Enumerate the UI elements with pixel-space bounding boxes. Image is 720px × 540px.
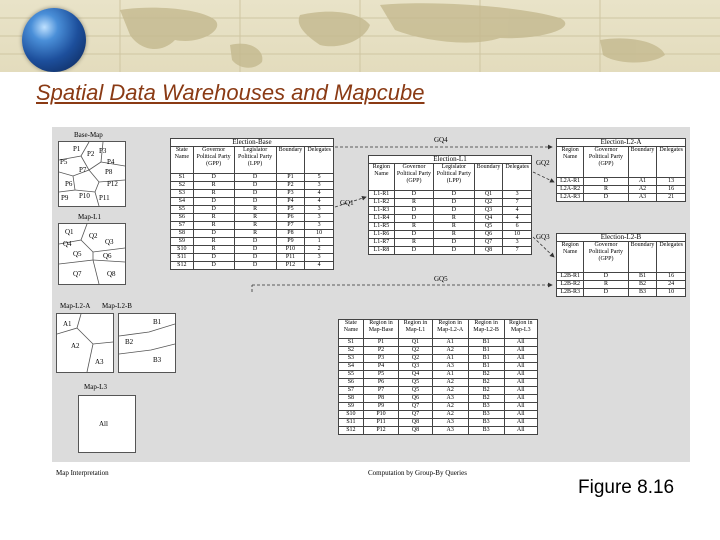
map-l2a-label: Map-L2-A (60, 302, 91, 310)
table-cell: R (234, 230, 276, 238)
table-cell: Q6 (399, 395, 432, 403)
table-cell: R (193, 182, 234, 190)
header-delegates: Delegates (657, 242, 686, 273)
table-cell: D (193, 254, 234, 262)
table-cell: A2 (432, 379, 468, 387)
l1-cell-q2: Q2 (89, 232, 98, 240)
mapcube-figure (52, 127, 690, 477)
table-cell: B2 (628, 281, 657, 289)
table-cell: S6 (339, 379, 364, 387)
table-cell: A1 (432, 371, 468, 379)
header-region-name: Region Name (557, 242, 584, 273)
table-cell: R (234, 206, 276, 214)
table-cell: Q5 (399, 387, 432, 395)
table-cell: S4 (339, 363, 364, 371)
table-cell: P11 (363, 419, 398, 427)
table-cell: D (193, 174, 234, 182)
election-l2a-caption: Election-L2-A (557, 139, 686, 147)
table-cell: P2 (276, 182, 305, 190)
table-cell: Q7 (399, 403, 432, 411)
table-cell: Q8 (399, 427, 432, 435)
table-cell: S5 (171, 206, 194, 214)
table-cell: S8 (339, 395, 364, 403)
table-cell: D (234, 262, 276, 270)
l1-cell-q4: Q4 (63, 240, 72, 248)
l2b-cell-b2: B2 (125, 338, 134, 346)
table-cell: S3 (339, 355, 364, 363)
table-cell: 3 (305, 222, 334, 230)
base-cell-p11: P11 (99, 194, 110, 202)
l2a-cell-a1: A1 (63, 320, 72, 328)
l2a-cell-a2: A2 (71, 342, 80, 350)
table-cell: 5 (305, 174, 334, 182)
table-cell: L1-R2 (369, 199, 395, 207)
table-cell: A3 (432, 395, 468, 403)
table-cell: D (193, 230, 234, 238)
header-map-l2b: Region in Map-L2-B (468, 320, 504, 339)
table-cell: S7 (339, 387, 364, 395)
base-cell-p4: P4 (107, 158, 115, 166)
table-cell: R (394, 199, 433, 207)
table-cell: 24 (657, 281, 686, 289)
base-cell-p2: P2 (87, 150, 95, 158)
table-cell: R (584, 186, 628, 194)
table-cell: P11 (276, 254, 305, 262)
header-state-name: State Name (171, 147, 194, 174)
header-lpp: Legislator Political Party (LPP) (234, 147, 276, 174)
table-cell: R (193, 238, 234, 246)
table-cell: D (394, 191, 433, 199)
table-cell: L1-R1 (369, 191, 395, 199)
table-cell: B3 (468, 419, 504, 427)
gq5-arrow (252, 285, 552, 292)
table-cell: Q2 (399, 347, 432, 355)
table-cell: L1-R6 (369, 231, 395, 239)
header-delegates: Delegates (503, 164, 532, 191)
table-cell: B1 (468, 347, 504, 355)
table-cell: P4 (276, 198, 305, 206)
table-cell: Q6 (474, 231, 503, 239)
base-cell-p5: P5 (60, 158, 68, 166)
table-cell: P2 (363, 347, 398, 355)
table-cell: Q1 (474, 191, 503, 199)
table-cell: D (434, 247, 475, 255)
table-cell: All (504, 387, 537, 395)
table-cell: D (434, 239, 475, 247)
header-map-l2a: Region in Map-L2-A (432, 320, 468, 339)
table-cell: A2 (432, 403, 468, 411)
table-cell: 4 (305, 262, 334, 270)
table-cell: 3 (305, 206, 334, 214)
table-cell: 10 (503, 231, 532, 239)
table-cell: S10 (171, 246, 194, 254)
table-cell: P5 (276, 206, 305, 214)
table-cell: R (234, 222, 276, 230)
header-state-name: State Name (339, 320, 364, 339)
table-cell: D (394, 215, 433, 223)
header-map-base: Region in Map-Base (363, 320, 398, 339)
table-cell: S4 (171, 198, 194, 206)
header-region-name: Region Name (557, 147, 584, 178)
table-cell: 3 (503, 191, 532, 199)
table-cell: S1 (171, 174, 194, 182)
world-map-graphic (0, 0, 720, 72)
group-by-caption: Computation by Group-By Queries (368, 469, 467, 477)
l3-cell-all: All (99, 420, 108, 428)
table-cell: All (504, 403, 537, 411)
table-cell: P9 (276, 238, 305, 246)
table-cell: P3 (276, 190, 305, 198)
table-cell: S8 (171, 230, 194, 238)
table-cell: D (584, 194, 628, 202)
table-cell: R (193, 214, 234, 222)
header-gpp: Governor Political Party (GPP) (193, 147, 234, 174)
table-cell: Q4 (399, 371, 432, 379)
table-cell: L2A-R2 (557, 186, 584, 194)
table-cell: L1-R7 (369, 239, 395, 247)
table-cell: B1 (628, 273, 657, 281)
table-cell: L2A-R3 (557, 194, 584, 202)
table-cell: Q2 (474, 199, 503, 207)
base-cell-p12: P12 (107, 180, 118, 188)
table-cell: 13 (657, 178, 686, 186)
table-cell: B2 (468, 395, 504, 403)
table-cell: All (504, 395, 537, 403)
table-cell: R (434, 215, 475, 223)
table-cell: P12 (363, 427, 398, 435)
table-cell: A1 (432, 339, 468, 347)
table-cell: 21 (657, 194, 686, 202)
header-map-l1: Region in Map-L1 (399, 320, 432, 339)
table-cell: D (193, 198, 234, 206)
table-cell: 6 (503, 223, 532, 231)
table-cell: S6 (171, 214, 194, 222)
table-cell: L2A-R1 (557, 178, 584, 186)
table-cell: S2 (339, 347, 364, 355)
table-cell: 16 (657, 186, 686, 194)
table-cell: D (234, 182, 276, 190)
header-gpp: Governor Political Party (GPP) (584, 147, 628, 178)
table-cell: S1 (339, 339, 364, 347)
gq2-label: GQ2 (536, 159, 550, 167)
table-cell: B2 (468, 371, 504, 379)
base-map-label: Base-Map (74, 131, 103, 139)
table-cell: B3 (468, 427, 504, 435)
base-cell-p7: P7 (79, 166, 87, 174)
table-cell: L1-R5 (369, 223, 395, 231)
table-cell: A3 (432, 419, 468, 427)
table-cell: 3 (503, 239, 532, 247)
map-l1-label: Map-L1 (78, 213, 101, 221)
election-l1-caption: Election-L1 (369, 156, 532, 164)
table-cell: D (193, 206, 234, 214)
table-cell: All (504, 371, 537, 379)
table-cell: D (434, 207, 475, 215)
table-cell: 3 (305, 214, 334, 222)
base-cell-p9: P9 (61, 194, 69, 202)
table-cell: S11 (339, 419, 364, 427)
header-gpp: Governor Political Party (GPP) (584, 242, 628, 273)
table-cell: D (584, 178, 628, 186)
table-cell: D (584, 289, 628, 297)
gq2-arrow (533, 172, 554, 182)
table-cell: R (193, 222, 234, 230)
l2b-cell-b1: B1 (153, 318, 162, 326)
table-cell: S3 (171, 190, 194, 198)
table-cell: All (504, 363, 537, 371)
base-cell-p1: P1 (73, 145, 81, 153)
table-cell: P1 (276, 174, 305, 182)
table-cell: 4 (503, 207, 532, 215)
table-cell: R (193, 190, 234, 198)
table-cell: P5 (363, 371, 398, 379)
l1-cell-q7: Q7 (73, 270, 82, 278)
table-cell: S5 (339, 371, 364, 379)
table-cell: A3 (432, 363, 468, 371)
table-cell: 10 (305, 230, 334, 238)
table-cell: D (434, 191, 475, 199)
table-cell: L2B-R3 (557, 289, 584, 297)
gq4-label: GQ4 (434, 136, 448, 144)
table-cell: 1 (305, 238, 334, 246)
table-cell: A1 (628, 178, 657, 186)
table-cell: D (394, 231, 433, 239)
table-cell: All (504, 411, 537, 419)
header-gpp: Governor Political Party (GPP) (394, 164, 433, 191)
map-interpretation-caption: Map Interpretation (56, 469, 109, 477)
l1-cell-q5: Q5 (73, 250, 82, 258)
l1-cell-q8: Q8 (107, 270, 116, 278)
table-cell: A1 (432, 355, 468, 363)
table-cell: P8 (276, 230, 305, 238)
table-cell: B1 (468, 355, 504, 363)
table-cell: A3 (432, 427, 468, 435)
gq1-label: GQ1 (340, 199, 354, 207)
header-delegates: Delegates (305, 147, 334, 174)
election-base-caption: Election-Base (171, 139, 334, 147)
table-cell: A2 (628, 186, 657, 194)
base-cell-p8: P8 (105, 168, 113, 176)
header-region-name: Region Name (369, 164, 395, 191)
header-map-l3: Region in Map-L3 (504, 320, 537, 339)
table-cell: Q4 (474, 215, 503, 223)
table-cell: D (234, 238, 276, 246)
table-cell: Q7 (399, 411, 432, 419)
table-cell: Q1 (399, 339, 432, 347)
l1-cell-q1: Q1 (65, 228, 74, 236)
table-cell: P10 (363, 411, 398, 419)
globe-logo (22, 8, 86, 72)
table-cell: All (504, 379, 537, 387)
world-map-banner (0, 0, 720, 72)
table-cell: D (434, 199, 475, 207)
table-cell: Q2 (399, 355, 432, 363)
table-cell: A3 (628, 194, 657, 202)
table-cell: All (504, 419, 537, 427)
base-cell-p3: P3 (99, 147, 107, 155)
header-boundary: Boundary (474, 164, 503, 191)
table-cell: S12 (339, 427, 364, 435)
table-cell: 3 (305, 254, 334, 262)
table-cell: L1-R8 (369, 247, 395, 255)
table-cell: S2 (171, 182, 194, 190)
gq5-label: GQ5 (434, 275, 448, 283)
table-cell: P6 (276, 214, 305, 222)
table-cell: R (394, 223, 433, 231)
table-cell: D (394, 207, 433, 215)
table-cell: S7 (171, 222, 194, 230)
table-cell: P8 (363, 395, 398, 403)
election-l2b-caption: Election-L2-B (557, 234, 686, 242)
table-cell: R (434, 231, 475, 239)
l2a-cell-a3: A3 (95, 358, 104, 366)
table-cell: S9 (339, 403, 364, 411)
table-cell: D (234, 254, 276, 262)
table-cell: 3 (305, 182, 334, 190)
table-cell: R (434, 223, 475, 231)
query-arrows (52, 127, 690, 462)
table-cell: Q7 (474, 239, 503, 247)
table-cell: P9 (363, 403, 398, 411)
header-boundary: Boundary (276, 147, 305, 174)
table-cell: R (193, 246, 234, 254)
table-cell: B3 (468, 411, 504, 419)
map-l3-label: Map-L3 (84, 383, 107, 391)
table-cell: P7 (276, 222, 305, 230)
table-cell: 7 (503, 199, 532, 207)
table-cell: S12 (171, 262, 194, 270)
table-cell: D (234, 198, 276, 206)
table-cell: A2 (432, 347, 468, 355)
table-cell: Q3 (399, 363, 432, 371)
table-cell: D (234, 246, 276, 254)
table-cell: B1 (468, 363, 504, 371)
table-cell: P12 (276, 262, 305, 270)
table-cell: All (504, 339, 537, 347)
table-cell: P7 (363, 387, 398, 395)
table-cell: B2 (468, 379, 504, 387)
table-cell: B1 (468, 339, 504, 347)
table-cell: P1 (363, 339, 398, 347)
table-cell: All (504, 355, 537, 363)
table-cell: S11 (171, 254, 194, 262)
base-cell-p6: P6 (65, 180, 73, 188)
table-cell: 2 (305, 246, 334, 254)
map-l2b-label: Map-L2-B (102, 302, 132, 310)
l2b-cell-b3: B3 (153, 356, 162, 364)
table-cell: P3 (363, 355, 398, 363)
table-cell: All (504, 427, 537, 435)
l1-cell-q3: Q3 (105, 238, 114, 246)
table-cell: D (193, 262, 234, 270)
table-cell: D (394, 247, 433, 255)
table-cell: R (394, 239, 433, 247)
header-lpp: Legislator Political Party (LPP) (434, 164, 475, 191)
table-cell: 4 (305, 190, 334, 198)
table-cell: P6 (363, 379, 398, 387)
table-cell: L1-R4 (369, 215, 395, 223)
table-cell: B2 (468, 387, 504, 395)
header-boundary: Boundary (628, 147, 657, 178)
table-cell: D (584, 273, 628, 281)
table-cell: L2B-R2 (557, 281, 584, 289)
gq3-label: GQ3 (536, 233, 550, 241)
table-cell: D (234, 174, 276, 182)
table-cell: Q3 (474, 207, 503, 215)
table-cell: R (234, 214, 276, 222)
table-cell: L1-R3 (369, 207, 395, 215)
figure-caption: Figure 8.16 (578, 477, 675, 498)
slide-title: Spatial Data Warehouses and Mapcube (36, 80, 425, 105)
table-cell: R (584, 281, 628, 289)
l1-cell-q6: Q6 (103, 252, 112, 260)
table-cell: D (234, 190, 276, 198)
table-cell: P10 (276, 246, 305, 254)
table-cell: S9 (171, 238, 194, 246)
table-cell: 10 (657, 289, 686, 297)
table-cell: Q8 (399, 419, 432, 427)
header-delegates: Delegates (657, 147, 686, 178)
table-cell: A2 (432, 387, 468, 395)
table-cell: 16 (657, 273, 686, 281)
table-cell: Q5 (474, 223, 503, 231)
table-cell: Q5 (399, 379, 432, 387)
table-cell: All (504, 347, 537, 355)
table-cell: 7 (503, 247, 532, 255)
table-cell: A2 (432, 411, 468, 419)
table-cell: 4 (305, 198, 334, 206)
table-cell: Q8 (474, 247, 503, 255)
table-cell: 4 (503, 215, 532, 223)
header-boundary: Boundary (628, 242, 657, 273)
table-cell: B3 (468, 403, 504, 411)
table-cell: B3 (628, 289, 657, 297)
base-cell-p10: P10 (79, 192, 90, 200)
table-cell: P4 (363, 363, 398, 371)
table-cell: S10 (339, 411, 364, 419)
table-cell: L2B-R1 (557, 273, 584, 281)
